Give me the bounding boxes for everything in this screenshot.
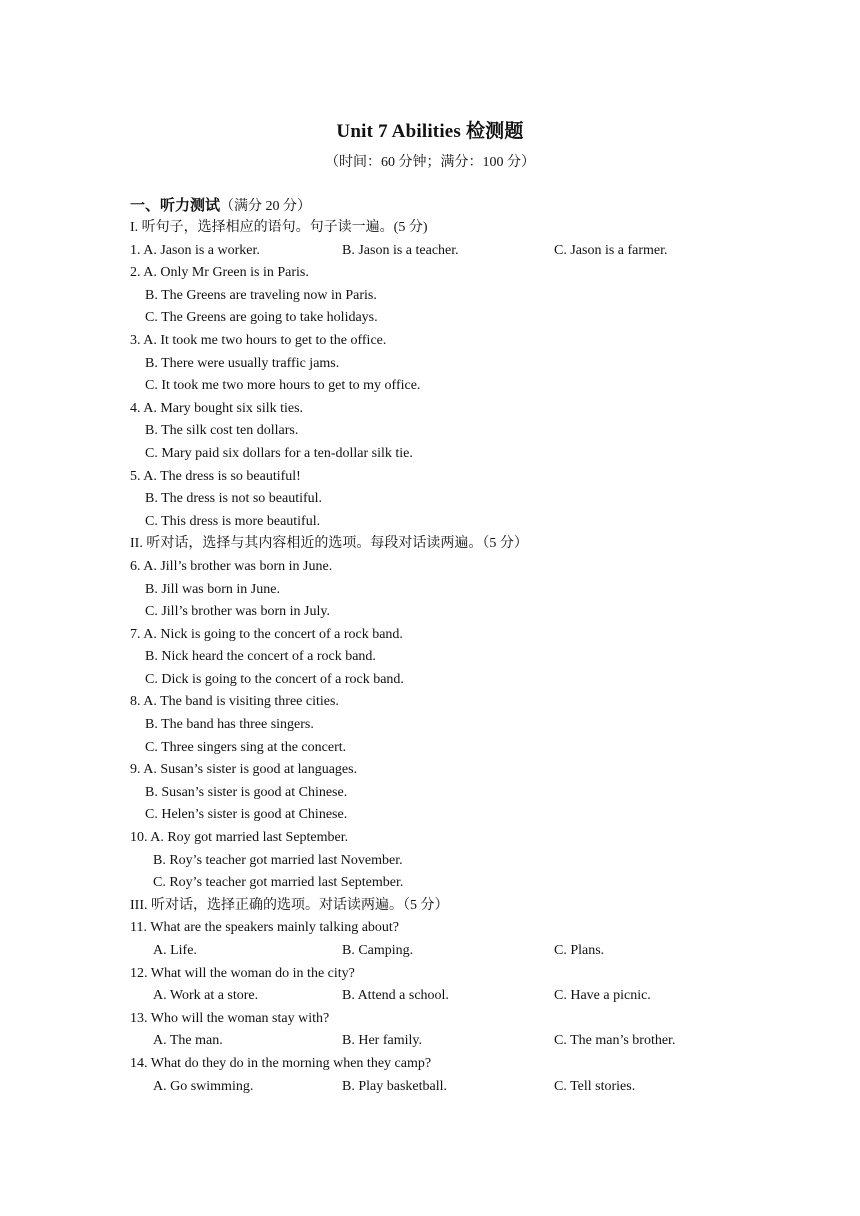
question-6-option-a: 6. A. Jill’s brother was born in June.: [130, 558, 333, 574]
option-b: B. Jason is a teacher.: [342, 242, 459, 258]
page-title: Unit 7 Abilities 检测题: [336, 121, 524, 142]
question-7-option-b: B. Nick heard the concert of a rock band.: [145, 649, 376, 665]
question-10-option-c: C. Roy’s teacher got married last September.: [153, 875, 404, 891]
question-3-option-a: 3. A. It took me two hours to get to the office.: [130, 332, 387, 348]
question-9-option-a: 9. A. Susan’s sister is good at languages.: [130, 762, 358, 778]
option-a: A. The man.: [153, 1033, 223, 1049]
question-13-options: [130, 1030, 750, 1053]
part-3-heading: III. 听对话，选择正确的选项。对话读两遍。（5 分）: [130, 897, 449, 913]
page-subtitle: （时间：60 分钟；满分：100 分）: [325, 155, 535, 170]
question-11-stem: 11. What are the speakers mainly talking about?: [130, 920, 400, 936]
question-6-option-b: B. Jill was born in June.: [145, 581, 280, 597]
question-11-options: [130, 940, 750, 963]
question-8-option-b: B. The band has three singers.: [145, 717, 314, 733]
question-9-option-b: B. Susan’s sister is good at Chinese.: [145, 784, 348, 800]
option-c: C. The man’s brother.: [554, 1033, 676, 1049]
question-12-stem: 12. What will the woman do in the city?: [130, 965, 355, 981]
option-a: 1. A. Jason is a worker.: [130, 242, 260, 258]
question-1: [130, 240, 750, 263]
question-13-stem: 13. Who will the woman stay with?: [130, 1010, 330, 1026]
question-4-option-c: C. Mary paid six dollars for a ten-dollar silk tie.: [145, 445, 413, 461]
section-score: （满分 20 分）: [220, 199, 312, 214]
option-b: B. Camping.: [342, 943, 414, 958]
question-12-options: [130, 985, 750, 1008]
question-4-option-a: 4. A. Mary bought six silk ties.: [130, 400, 304, 416]
option-b: B. Play basketball.: [342, 1078, 447, 1094]
question-4-option-b: B. The silk cost ten dollars.: [145, 423, 299, 439]
question-2-option-b: B. The Greens are traveling now in Paris.: [145, 287, 377, 303]
part-2-heading: II. 听对话，选择与其内容相近的选项。每段对话读两遍。（5 分）: [130, 536, 528, 552]
question-3-option-c: C. It took me two more hours to get to my office.: [145, 378, 421, 394]
question-14-options: [130, 1076, 750, 1099]
exam-content: [130, 195, 750, 1098]
question-10-option-a: 10. A. Roy got married last September.: [130, 830, 349, 846]
question-3-option-b: B. There were usually traffic jams.: [145, 355, 340, 371]
option-c: C. Jason is a farmer.: [554, 242, 668, 258]
question-9-option-c: C. Helen’s sister is good at Chinese.: [145, 807, 348, 823]
option-c: C. Have a picnic.: [554, 988, 651, 1004]
option-c: C. Plans.: [554, 943, 605, 958]
part-1-heading: I. 听句子，选择相应的语句。句子读一遍。(5 分): [130, 220, 428, 235]
section-heading: [130, 195, 750, 217]
section-title: 一、听力测试: [130, 198, 221, 214]
option-a: A. Work at a store.: [153, 988, 259, 1004]
question-10-option-b: B. Roy’s teacher got married last November.: [153, 852, 403, 868]
question-7-option-c: C. Dick is going to the concert of a rock band.: [145, 671, 404, 687]
question-6-option-c: C. Jill’s brother was born in July.: [145, 604, 330, 620]
question-2-option-c: C. The Greens are going to take holidays.: [145, 310, 378, 326]
option-a: A. Go swimming.: [153, 1078, 254, 1094]
question-5-option-c: C. This dress is more beautiful.: [145, 513, 321, 529]
question-7-option-a: 7. A. Nick is going to the concert of a rock band.: [130, 626, 403, 642]
question-8-option-c: C. Three singers sing at the concert.: [145, 739, 347, 755]
option-a: A. Life.: [153, 943, 197, 958]
option-b: B. Attend a school.: [342, 988, 449, 1004]
question-2-option-a: 2. A. Only Mr Green is in Paris.: [130, 265, 309, 281]
option-b: B. Her family.: [342, 1033, 422, 1049]
question-5-option-a: 5. A. The dress is so beautiful!: [130, 468, 301, 484]
option-c: C. Tell stories.: [554, 1078, 636, 1094]
question-8-option-a: 8. A. The band is visiting three cities.: [130, 694, 339, 710]
question-5-option-b: B. The dress is not so beautiful.: [145, 491, 323, 507]
question-14-stem: 14. What do they do in the morning when they camp?: [130, 1055, 432, 1071]
